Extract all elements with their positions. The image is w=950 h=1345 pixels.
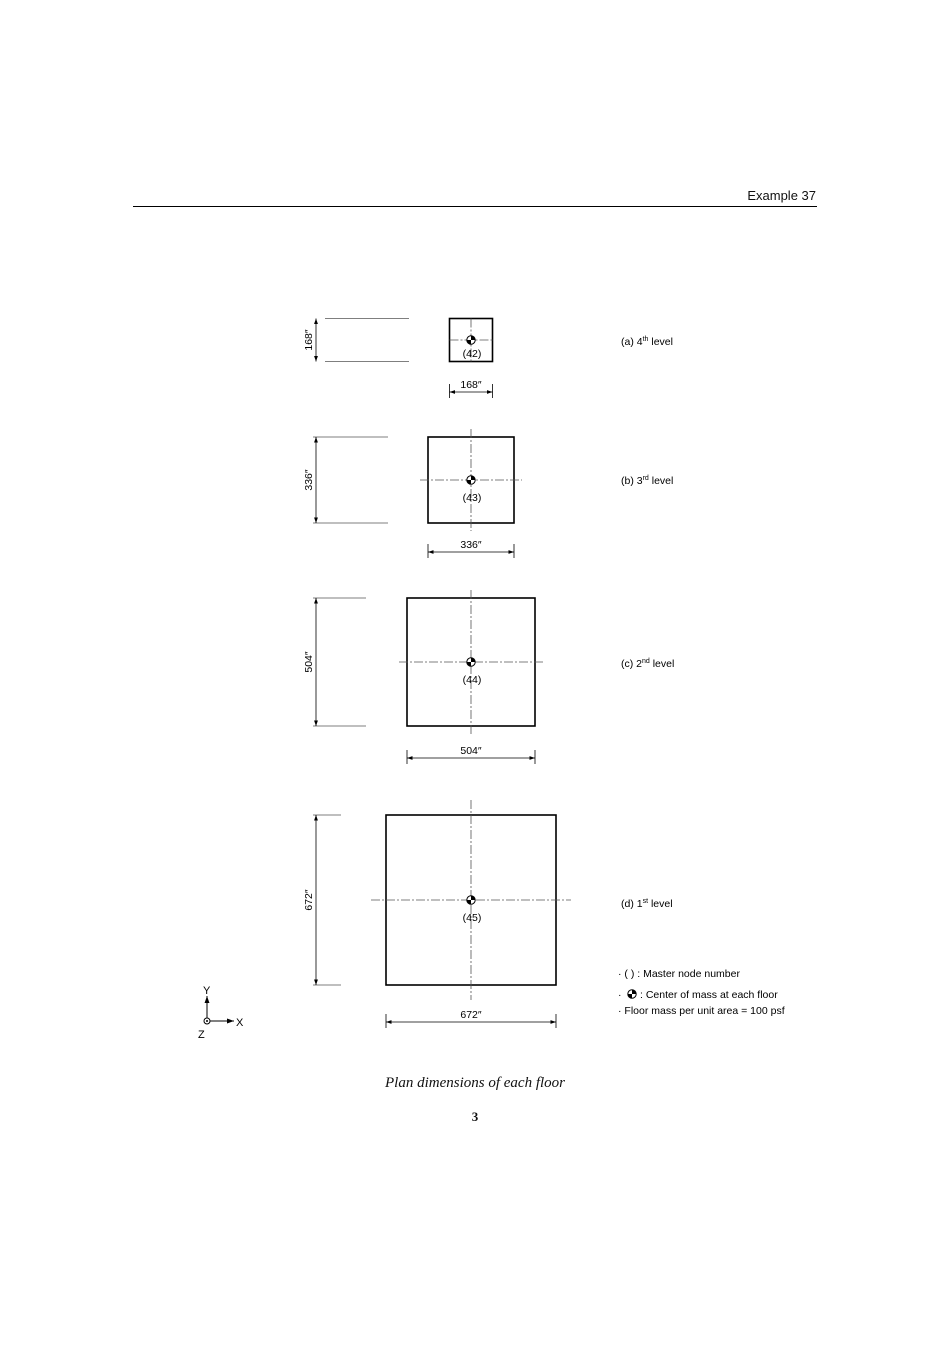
level-label: (a) 4th level	[621, 336, 673, 348]
level-label: (c) 2nd level	[621, 658, 675, 670]
center-of-mass-icon	[467, 896, 475, 904]
x-axis-label: X	[236, 1017, 244, 1029]
y-axis-label: Y	[203, 985, 211, 997]
master-node-label: (44)	[462, 674, 482, 686]
axis-triad	[198, 985, 244, 1041]
center-of-mass-icon	[467, 336, 475, 344]
level-label: (b) 3rd level	[621, 475, 674, 487]
running-header: Example 37	[747, 188, 816, 203]
master-node-label: (43)	[462, 492, 482, 504]
floor-plan-a	[303, 319, 673, 399]
height-dimension-label: 336″	[303, 469, 315, 491]
master-node-label: (42)	[462, 348, 482, 360]
legend-master-node: · ( ) : Master node number	[618, 968, 740, 980]
level-label: (d) 1st level	[621, 898, 673, 910]
center-of-mass-icon	[628, 990, 636, 998]
legend-bullet: ·	[618, 989, 622, 1001]
width-dimension-label: 336″	[460, 539, 482, 551]
height-dimension-label: 672″	[303, 889, 315, 911]
z-axis-label: Z	[198, 1029, 205, 1041]
floors-layer	[303, 319, 674, 1029]
height-dimension-label: 168″	[303, 329, 315, 351]
page-number: 3	[471, 1109, 479, 1124]
figure-caption: Plan dimensions of each floor	[385, 1075, 565, 1091]
center-of-mass-icon	[467, 476, 475, 484]
width-dimension-label: 504″	[460, 745, 482, 757]
legend	[618, 968, 785, 1017]
floor-plan-c	[303, 590, 674, 764]
legend-floor-mass: · Floor mass per unit area = 100 psf	[618, 1005, 785, 1017]
center-of-mass-icon	[467, 658, 475, 666]
width-dimension-label: 168″	[460, 379, 482, 391]
master-node-label: (45)	[462, 912, 482, 924]
legend-center-of-mass: : Center of mass at each floor	[640, 989, 778, 1001]
floor-plan-b	[303, 429, 673, 558]
height-dimension-label: 504″	[303, 651, 315, 673]
width-dimension-label: 672″	[460, 1009, 482, 1021]
